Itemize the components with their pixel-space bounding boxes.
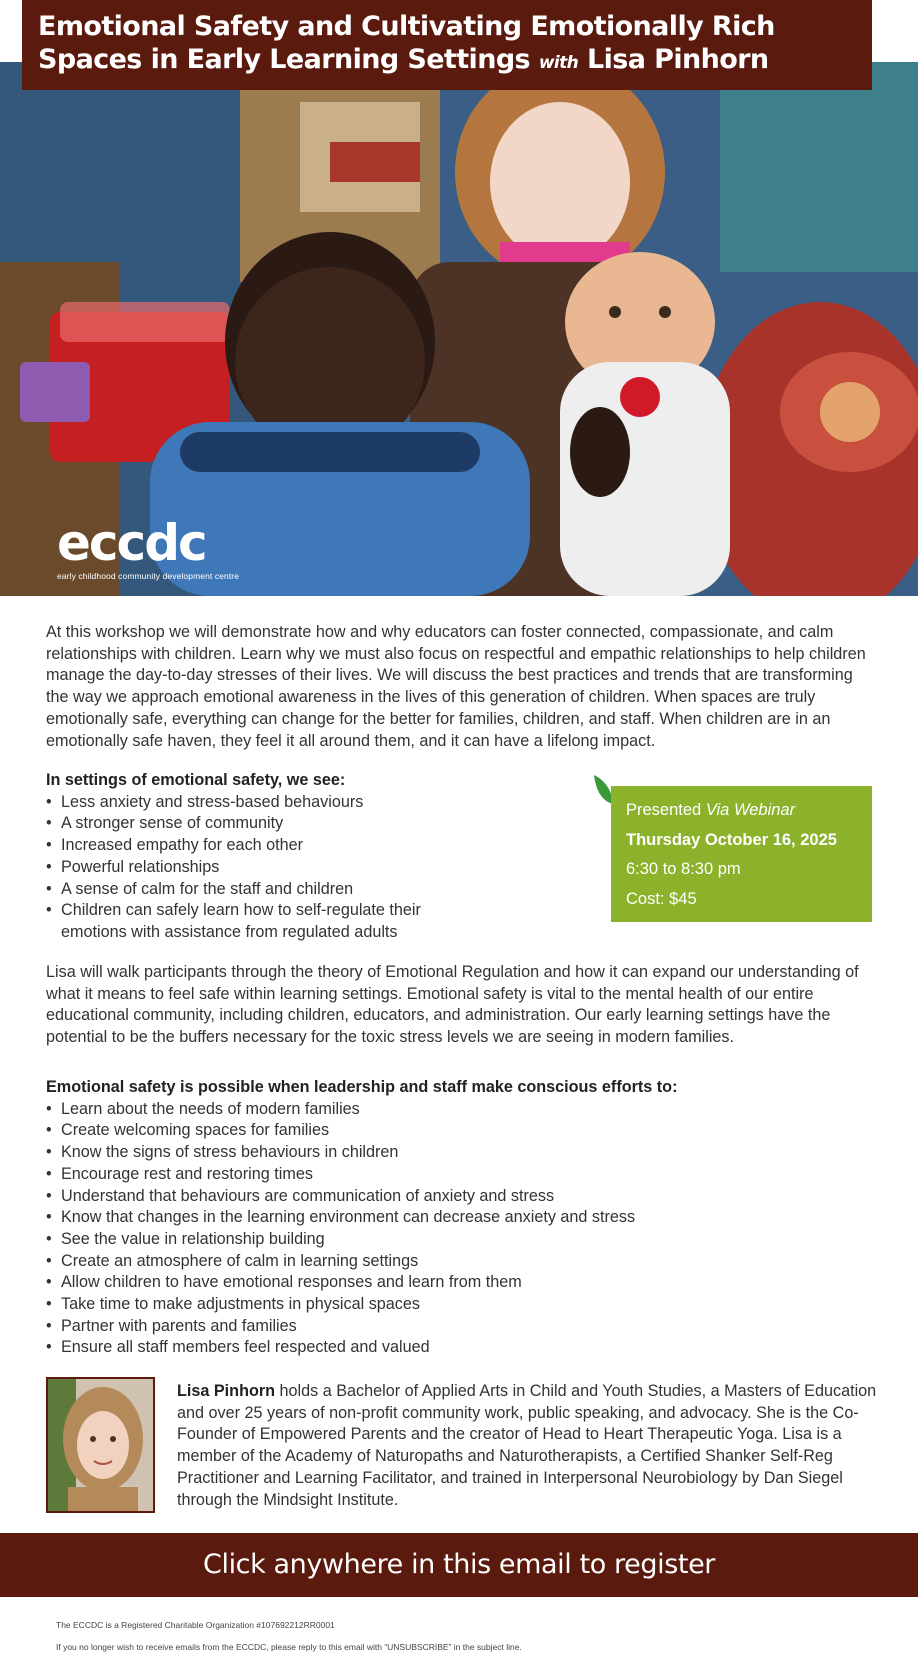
list-item: • Understand that behaviours are communication of anxiety and stress: [46, 1186, 878, 1208]
unsubscribe-note: If you no longer wish to receive emails from the ECCDC, please reply to this email with “UNSUBSCRIBE” in the subject line.: [56, 1642, 522, 1652]
presenter-bio: [177, 1381, 877, 1511]
email-header[interactable]: [22, 0, 872, 90]
presented-label: Presented: [626, 801, 702, 819]
list-item: • Know the signs of stress behaviours in children: [46, 1142, 878, 1164]
presenter-portrait: [48, 1379, 153, 1511]
list-item: • Know that changes in the learning environment can decrease anxiety and stress: [46, 1207, 878, 1229]
event-cost: Cost: $45: [626, 889, 697, 908]
see-bullets: [46, 792, 466, 944]
list-item: • Powerful relationships: [46, 857, 466, 879]
charity-note: The ECCDC is a Registered Charitable Organization #107692212RR0001: [56, 1620, 335, 1630]
presented-via: Via Webinar: [705, 801, 796, 819]
logo-wordmark: eccdc: [57, 514, 206, 572]
footer: [56, 1614, 522, 1658]
list-item: • Learn about the needs of modern families: [46, 1099, 878, 1121]
page-title: [38, 10, 856, 80]
list-item: • See the value in relationship building: [46, 1229, 878, 1251]
list-item: • Encourage rest and restoring times: [46, 1164, 878, 1186]
bio-name: Lisa Pinhorn: [177, 1382, 276, 1400]
see-heading: In settings of emotional safety, we see:: [46, 771, 346, 789]
list-item: • Take time to make adjustments in physical spaces: [46, 1294, 878, 1316]
register-button[interactable]: Click anywhere in this email to register: [0, 1533, 918, 1597]
bio-text: holds a Bachelor of Applied Arts in Child and Youth Studies, a Masters of Education and over 25 years of non-profit community work, public speaking, and advocacy. She is the Co-Founder of Empowered Parents and the creator of Head to Heart Therapeutic Yoga. Lisa is a member of the Academy of Naturopaths and Naturotherapists, a Certified Shanker Self-Reg Practitioner and Learning Facilitator, and trained in Interpersonal Neurobiology by Dan Siegel through the Mindsight Institute.: [177, 1382, 877, 1509]
list-item: • Ensure all staff members feel respected and valued: [46, 1337, 878, 1359]
hero-photo[interactable]: [0, 62, 918, 596]
eccdc-logo: [57, 514, 240, 581]
theory-paragraph: Lisa will walk participants through the theory of Emotional Regulation and how it can expand our understanding of what it means to feel safe within learning settings. Emotional safety is vital to the mental health of our entire educational community, including children, educators, and administration. Our early learning settings have the potential to be the buffers necessary for the toxic stress levels we are seeing in modern families.: [46, 963, 859, 1047]
efforts-list: [46, 1077, 878, 1359]
list-item: • Create welcoming spaces for families: [46, 1120, 878, 1142]
list-item: • Children can safely learn how to self-regulate their emotions with assistance from regulated adults: [46, 900, 466, 943]
efforts-bullets: [46, 1099, 878, 1359]
logo-subtitle: early childhood community development centre: [57, 571, 240, 581]
event-time: 6:30 to 8:30 pm: [626, 860, 741, 878]
list-item: • A stronger sense of community: [46, 813, 466, 835]
title-text: Emotional Safety and Cultivating Emotionally Rich Spaces in Early Learning Settings: [38, 11, 775, 75]
title-with: with: [538, 53, 579, 73]
efforts-heading: Emotional safety is possible when leadership and staff make conscious efforts to:: [46, 1078, 678, 1096]
emotional-safety-list: [46, 770, 466, 944]
title-presenter: Lisa Pinhorn: [587, 44, 769, 75]
list-item: • Increased empathy for each other: [46, 835, 466, 857]
presented-line: [626, 796, 857, 826]
event-date: Thursday October 16, 2025: [626, 830, 837, 849]
intro-paragraph: At this workshop we will demonstrate how and why educators can foster connected, compassionate, and calm relationships with children. Learn why we must also focus on respectful and empathic relationships to help children manage the day-to-day stresses of their lives. We will discuss the best practices and trends that are transforming the way we approach emotional awareness in the lives of this generation of children. When spaces are truly emotionally safe, everything can change for the better for families, children, and staff. When children are in an emotionally safe haven, they feel it all around them, and it can have a lifelong impact.: [46, 623, 866, 750]
list-item: • Create an atmosphere of calm in learning settings: [46, 1251, 878, 1273]
list-item: • Partner with parents and families: [46, 1316, 878, 1338]
list-item: • A sense of calm for the staff and children: [46, 879, 466, 901]
list-item: • Allow children to have emotional responses and learn from them: [46, 1272, 878, 1294]
list-item: • Less anxiety and stress-based behaviours: [46, 792, 466, 814]
presenter-photo: [46, 1377, 155, 1513]
event-info-box[interactable]: [611, 786, 872, 922]
